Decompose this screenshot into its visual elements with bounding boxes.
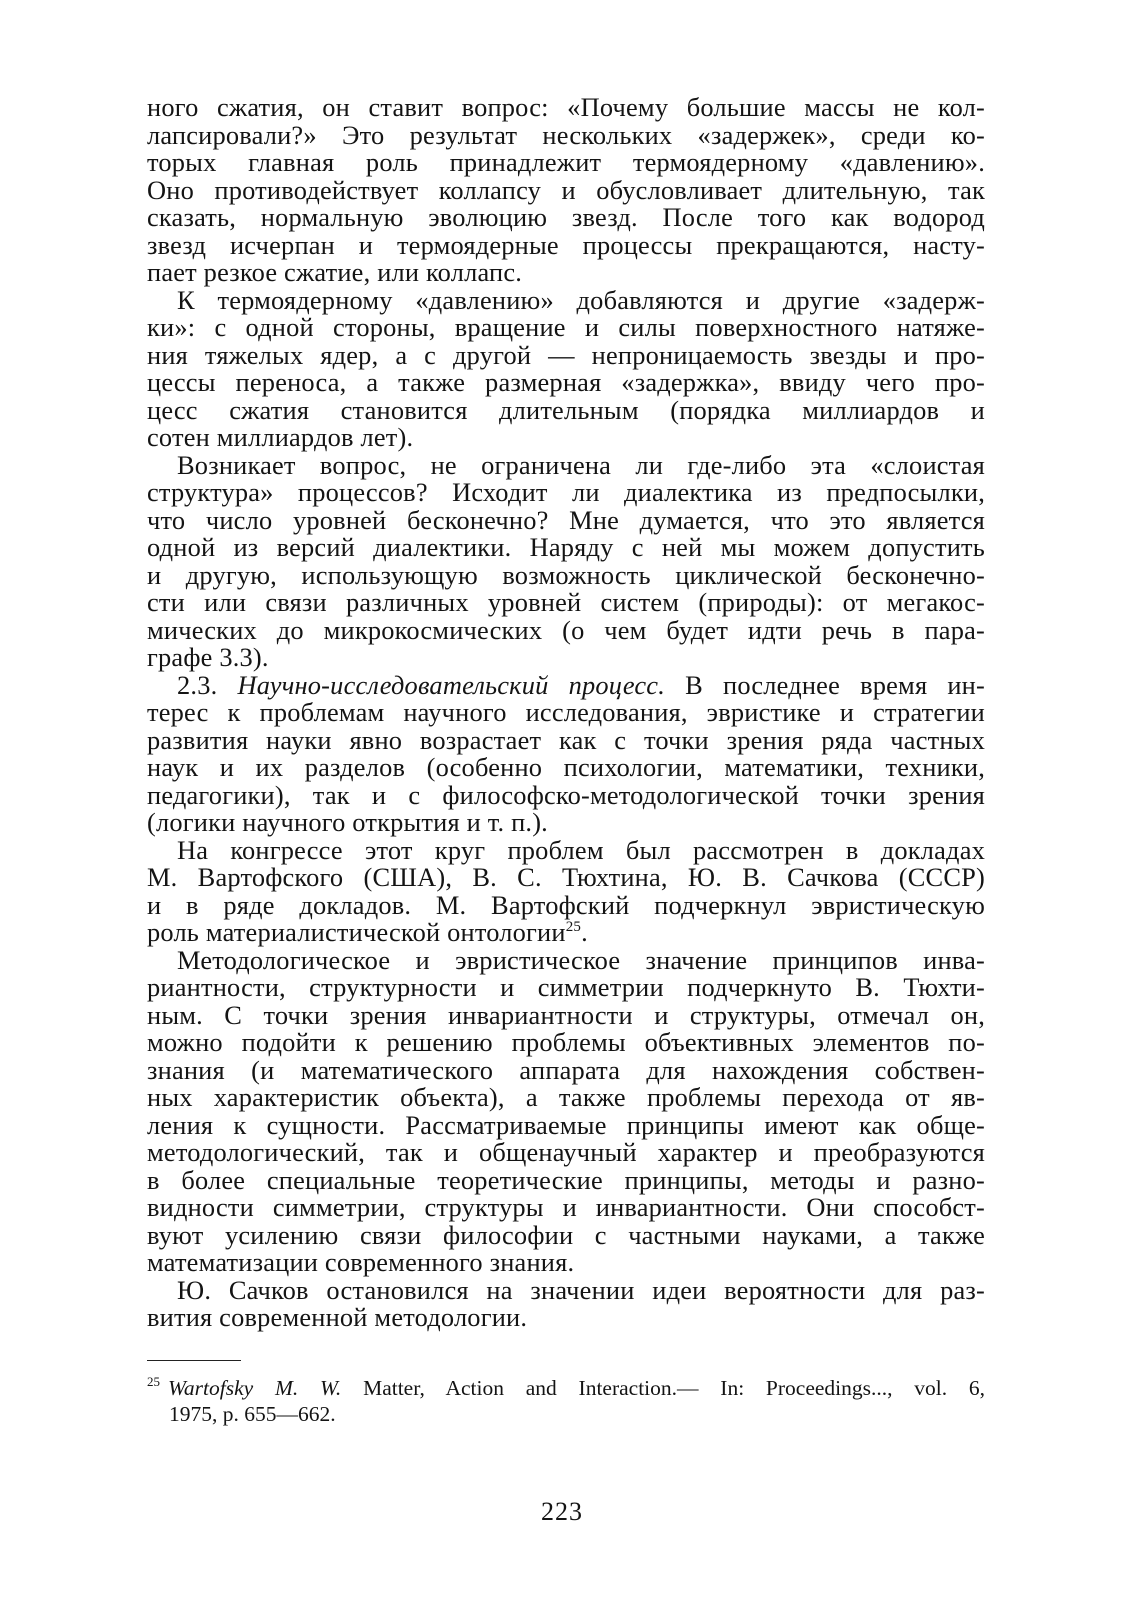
text-line: Оно противодействует коллапсу и обусловливает длительную, так: [147, 174, 985, 205]
text-line: вития современной методологии.: [147, 1302, 528, 1332]
text-line: структура» процессов? Исходит ли диалектика из предпосылки,: [147, 477, 985, 507]
text-line: риантности, структурности и симметрии подчеркнуто В. Тюхти-: [147, 972, 985, 1002]
text-line: Методологическое и эвристическое значение принципов инва-: [177, 944, 985, 975]
text-line: в более специальные теоретические принципы, методы и разно-: [147, 1164, 985, 1195]
text-line: что число уровней бесконечно? Мне думается, что это является: [147, 504, 985, 535]
text-line: цессы переноса, а также размерная «задержка», ввиду чего про-: [147, 367, 985, 397]
text-line: Возникает вопрос, не ограничена ли где-либо эта «слоистая: [177, 449, 985, 480]
footnote-line: [147, 1375, 985, 1401]
text-line: вуют усилению связи философии с частными науками, а также: [147, 1219, 985, 1250]
text-line: графе 3.3).: [147, 642, 269, 672]
text-line: сотен миллиардов лет).: [147, 422, 414, 452]
paragraph: [147, 1274, 985, 1332]
text-line: и в ряде докладов. М. Вартофский подчеркнул эвристическую: [147, 889, 985, 920]
text-line: сказать, нормальную эволюцию звезд. После того как водород: [147, 202, 985, 232]
text-line: можно подойти к решению проблемы объективных элементов по-: [147, 1027, 985, 1057]
text-line: М. Вартофского (США), В. С. Тюхтина, Ю. В. Сачкова (СССР): [147, 862, 985, 892]
text-line: сти или связи различных уровней систем (природы): от мегакос-: [147, 587, 985, 617]
footnote-divider: [147, 1360, 241, 1361]
text-line: и другую, использующую возможность циклической бесконечно-: [147, 559, 985, 590]
text-line: ного сжатия, он ставит вопрос: «Почему большие массы не кол-: [147, 92, 985, 122]
text-line: методологический, так и общенаучный характер и преобразуются: [147, 1137, 985, 1167]
text-line: Ю. Сачков остановился на значении идеи вероятности для раз-: [177, 1274, 985, 1305]
section-heading-rest: В последнее время ин-: [685, 669, 985, 700]
page-number: 223: [541, 1497, 583, 1526]
section-paragraph: [147, 669, 985, 837]
footnote-author: Wartofsky M. W.: [168, 1375, 342, 1400]
text-line: ным. С точки зрения инвариантности и структуры, отмечал он,: [147, 999, 985, 1030]
text-line: терес к проблемам научного исследования, эвристике и стратегии: [147, 697, 985, 727]
page-body: [147, 94, 985, 1427]
text-line: звезд исчерпан и термоядерные процессы прекращаются, насту-: [147, 229, 985, 260]
text-line-body: роль материалистической онтологии: [147, 917, 566, 947]
paragraph: [147, 284, 985, 452]
text-line: К термоядерному «давлению» добавляются и другие «задерж-: [177, 284, 985, 315]
paragraph: [147, 449, 985, 672]
text-line: пает резкое сжатие, или коллапс.: [147, 257, 523, 287]
text-line: На конгрессе этот круг проблем был рассмотрен в докладах: [177, 834, 985, 865]
section-title: Научно-исследовательский процесс.: [237, 669, 666, 700]
text-line-end: .: [581, 917, 588, 947]
text-line: ки»: с одной стороны, вращение и силы поверхностного натяже-: [147, 312, 985, 342]
footnote-reference[interactable]: 25: [565, 919, 582, 936]
text-line: (логики научного открытия и т. п.).: [147, 807, 548, 837]
paragraph: [147, 94, 985, 287]
text-line: математизации современного знания.: [147, 1247, 575, 1277]
section-number: 2.3.: [177, 669, 218, 700]
text-line: одной из версий диалектики. Наряду с ней мы можем допустить: [147, 532, 985, 562]
paragraph: [147, 944, 985, 1277]
text-line: мических до микрокосмических (о чем будет идти речь в пара-: [147, 614, 985, 645]
text-line: развития науки явно возрастает как с точки зрения ряда частных: [147, 724, 985, 755]
text-line: видности симметрии, структуры и инвариантности. Они способст-: [147, 1192, 985, 1222]
section-heading-line: [147, 669, 985, 700]
text-line: ных характеристик объекта), а также проблемы перехода от яв-: [147, 1082, 985, 1112]
text-line: педагогики), так и с философско-методологической точки зрения: [147, 779, 985, 810]
text-line: знания (и математического аппарата для нахождения собствен-: [147, 1054, 985, 1085]
footnote-line: 1975, p. 655—662.: [169, 1401, 336, 1426]
paragraph: [147, 834, 985, 947]
text-line: ления к сущности. Рассматриваемые принципы имеют как обще-: [147, 1109, 985, 1140]
footnote-number: 25: [147, 1374, 160, 1390]
text-line: [147, 919, 985, 947]
footnote-text: Matter, Action and Interaction.— In: Proceedings..., vol. 6,: [363, 1375, 985, 1400]
text-line: торых главная роль принадлежит термоядерному «давлению».: [147, 147, 985, 177]
text-line: ния тяжелых ядер, а с другой — непроницаемость звезды и про-: [147, 339, 985, 370]
text-line: наук и их разделов (особенно психологии, математики, техники,: [147, 752, 985, 782]
footnote: [147, 1375, 985, 1427]
text-line: цесс сжатия становится длительным (порядка миллиардов и: [147, 394, 985, 425]
text-line: лапсировали?» Это результат нескольких «задержек», среди ко-: [147, 119, 985, 150]
